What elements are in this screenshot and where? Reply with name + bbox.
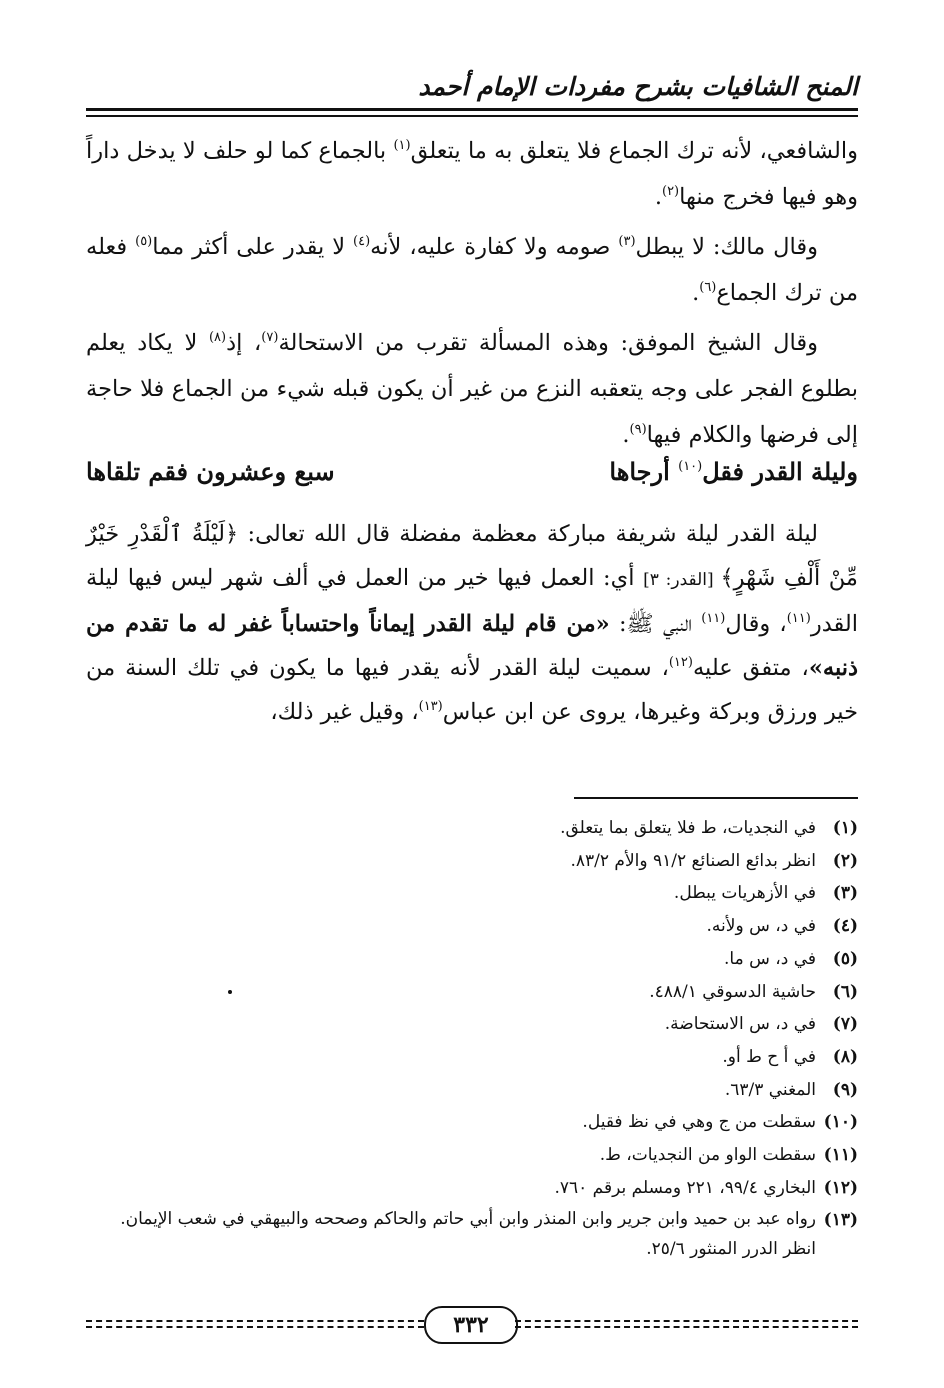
verse-second-hemistich: سبع وعشرون فقم تلقاها [86,457,335,486]
footnote-number: (١٢) [823,1177,858,1198]
text-run: . [622,422,630,448]
footnote [86,812,858,845]
text-run: ، إذ [226,330,262,356]
footnote [86,1041,858,1074]
footnote-ref: (١١) [786,611,811,626]
footnote [86,877,858,910]
text-run: فعله من ترك الجماع [86,234,858,306]
text-run: وقال مالك: لا يبطل [635,234,818,260]
text-run: أي: العمل فيها خير من العمل في ألف شهر ليس فيها ليلة القدر [86,565,858,637]
footnote-text: في د، س ما. [723,948,816,969]
text-run: ، وقال [725,611,787,637]
quran-quote: ﴿لَيْلَةُ ٱلْقَدْرِ خَيْرٌ مِّنْ أَلْفِ شَهْرٍ﴾ [86,521,858,591]
footnotes [86,812,858,1264]
footer-dashed-rule [86,1326,424,1328]
print-speck [228,990,232,994]
paragraph-2 [86,224,858,316]
footnote [86,943,858,976]
footnote-ref: (١١) [701,611,726,626]
footnote-text: انظر بدائع الصنائع ٩١/٢ والأم ٨٣/٢. [570,850,816,871]
footnote-text: في الأزهريات يبطل. [673,883,816,904]
footnote [86,845,858,878]
commentary-text [86,512,858,734]
text-run: لا يقدر على أكثر مما [152,234,354,260]
footer-dashed-rule [515,1326,858,1328]
quran-reference: [القدر: ٣] [643,570,721,590]
text-run: لا يكاد يعلم بطلوع الفجر على وجه يتعقبه النزع من غير أن يكون قبله شيء من الجماع فلا حاجة إلى فرضها والكلام فيها [86,330,858,448]
footnote-ref: (٣) [618,234,636,249]
footnote-text: في د، س ولأنه. [706,916,816,937]
footnote-text: سقطت من ج وهي في نظ فقيل. [582,1112,816,1133]
footnote-ref: (١٢) [668,655,693,670]
footnote-ref: (٢) [661,184,680,199]
footnote-number: (٨) [832,1046,858,1067]
running-head: المنح الشافيات بشرح مفردات الإمام أحمد [418,72,858,101]
text-run: ليلة القدر ليلة شريفة مباركة معظمة مفضلة قال الله تعالى: [238,521,818,547]
footnote-ref: (٤) [353,234,371,249]
footnote-number: (١١) [823,1145,858,1166]
paragraph-3 [86,320,858,458]
text-run: بالجماع كما لو حلف لا يدخل داراً وهو فيها فخرج منها [86,138,858,210]
footnote-text: في النجديات، ط فلا يتعلق بما يتعلق. [560,818,816,838]
footnote-ref: (١٣) [418,699,443,714]
footnote [86,976,858,1009]
footnote-ref: (٨) [208,330,227,345]
footnote [86,910,858,943]
verse-first-hemistich [609,452,858,492]
footnote-number: (١٣) [823,1210,858,1231]
text-run: وليلة القدر فقل [702,457,858,486]
footnote [86,1008,858,1041]
header-rule [86,115,858,117]
footnote-ref: (١) [393,138,411,153]
page-number: ٣٣٢ [424,1306,518,1344]
footnote-number: (٢) [832,850,858,871]
footnote-text: حاشية الدسوقي ٤٨٨/١. [649,981,816,1002]
footnote-ref: (٦) [699,280,717,295]
footnote-ref: (٩) [629,422,647,437]
text-run: النبي ﷺ: [609,611,702,637]
footnote-number: (٤) [832,916,858,937]
footnote-number: (١) [832,818,858,838]
main-text [86,128,858,462]
text-run: . [692,280,700,306]
text-run: وقال الشيخ الموفق: وهذه المسألة تقرب من الاستحالة [278,330,818,356]
footnote-number: (٧) [832,1014,858,1035]
footnote-text: المغني ٦٣/٣. [724,1079,816,1100]
footnote-separator [574,797,858,799]
footnote-text: سقطت الواو من النجديات، ط. [599,1145,816,1166]
footnote-text: في أ ح ط أو. [722,1046,816,1067]
text-run: ، وقيل غير ذلك، [270,699,419,725]
paragraph-1 [86,128,858,220]
footnote-number: (٦) [832,981,858,1002]
text-run: ، متفق عليه [692,655,809,681]
footnote [86,1172,858,1205]
paragraph-4 [86,512,858,734]
footnote-number: (٥) [832,948,858,969]
footnote-number: (٩) [832,1079,858,1100]
footnote-ref: (٧) [261,330,279,345]
text-run: ، سميت ليلة القدر لأنه يقدر فيها ما يكون في تلك السنة من خير ورزق وبركة وغيرها، يروى عن ابن عباس [86,655,858,725]
text-run: . [654,184,662,210]
hadith-quote: «من قام ليلة القدر إيماناً واحتساباً غفر له ما تقدم من ذنبه» [86,611,859,681]
footnote [86,1204,858,1264]
footnote [86,1106,858,1139]
text-run: صومه ولا كفارة عليه، لأنه [370,234,619,260]
footnote-ref: (١٠) [678,459,703,474]
footnote [86,1139,858,1172]
footer-dashed-rule [515,1320,858,1322]
footnote-number: (٣) [832,883,858,904]
footnote-text: البخاري ٩٩/٤، ٢٢١ ومسلم برقم ٧٦٠. [554,1177,816,1198]
footnote-text: رواه عبد بن حميد وابن جرير وابن المنذر وابن أبي حاتم والحاكم وصححه والبيهقي في شعب الإيمان. انظر الدرر المنثور ٢٥/٦. [120,1209,816,1260]
footnote-ref: (٥) [135,234,153,249]
footnote-text: في د، س الاستحاضة. [664,1014,816,1035]
footer-dashed-rule [86,1320,424,1322]
header-rule [86,108,858,111]
poem-verse [86,452,858,492]
text-run: والشافعي، لأنه ترك الجماع فلا يتعلق به ما يتعلق [410,138,858,164]
footnote [86,1074,858,1107]
footnote-number: (١٠) [823,1112,858,1133]
text-run: أرجاها [609,457,679,486]
